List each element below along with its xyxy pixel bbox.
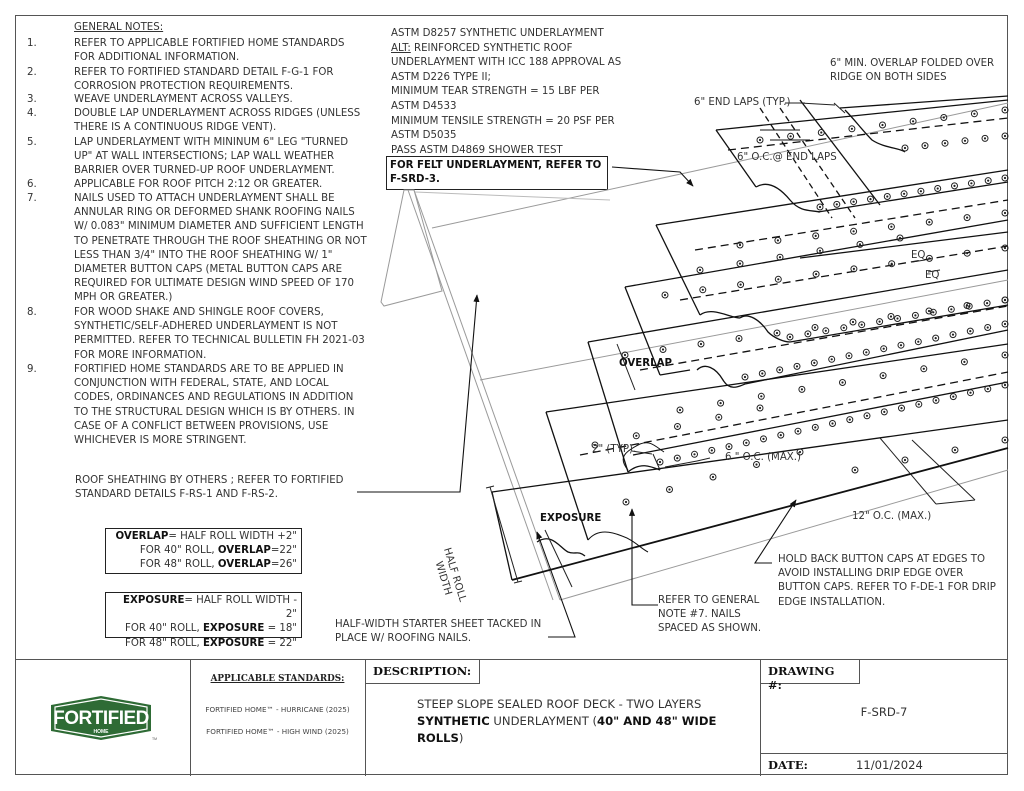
starter-sheet-callout: HALF-WIDTH STARTER SHEET TACKED IN PLACE W/ ROOFING NAILS. [335, 619, 542, 645]
note-text: LAP UNDERLAYMENT WITH MININUM 6" LEG "TURNED UP" AT WALL INTERSECTIONS; LAP WALL WEATHER BARRIER OVER TURNED-UP ROOF UNDERLAYMENT. [74, 137, 349, 177]
standard-item: FORTIFIED HOME™ - HURRICANE (2025) [205, 705, 350, 714]
svg-text:HOME: HOME [93, 729, 109, 735]
title-block [15, 659, 1008, 775]
note-number: 2. [27, 67, 37, 78]
standards-title: APPLICABLE STANDARDS: [210, 674, 345, 684]
roof-sheathing-leader [357, 295, 477, 492]
note-number: 8. [27, 307, 37, 318]
description-label: DESCRIPTION: [365, 660, 480, 684]
spec-line-1: ASTM D8257 SYNTHETIC UNDERLAYMENT [391, 28, 604, 39]
felt-underlayment-note: FOR FELT UNDERLAYMENT, REFER TO F-SRD-3. [386, 156, 608, 190]
note-text: APPLICABLE FOR ROOF PITCH 2:12 OR GREATER. [74, 179, 323, 190]
note-number: 3. [27, 94, 37, 105]
spec-line-3: MINIMUM TEAR STRENGTH = 15 LBF PER ASTM D4533 [391, 86, 600, 112]
spec-leader [612, 167, 693, 186]
ridge-overlap-callout: 6" MIN. OVERLAP FOLDED OVER RIDGE ON BOTH SIDES [830, 58, 995, 84]
note-number: 1. [27, 38, 37, 49]
roof-sheathing-callout: ROOF SHEATHING BY OTHERS ; REFER TO FORTIFIED STANDARD DETAILS F-RS-1 AND F-RS-2. [75, 475, 344, 501]
spec-line-2: ALT: REINFORCED SYNTHETIC ROOF UNDERLAYMENT WITH ICC 188 APPROVAL AS ASTM D226 TYPE II; [391, 42, 622, 83]
roof-frame-lines [381, 103, 1008, 600]
drawing-number: F-SRD-7 [860, 705, 908, 719]
overlap-tag: OVERLAP [619, 358, 672, 369]
end-laps-callout: 6" END LAPS (TYP.) [694, 97, 791, 108]
end-lap-spacing-callout: 6" O.C.@ END LAPS [737, 152, 837, 163]
drawing-number-label: DRAWING #: [760, 660, 860, 684]
fortified-home-logo [45, 693, 157, 743]
description-text: STEEP SLOPE SEALED ROOF DECK - TWO LAYERS SYNTHETIC UNDERLAYMENT (40" AND 48" WIDE ROLLS) [417, 697, 717, 745]
svg-text:TM: TM [152, 737, 157, 741]
drip-edge-callout: HOLD BACK BUTTON CAPS AT EDGES TO AVOID INSTALLING DRIP EDGE OVER BUTTON CAPS. REFER TO F-DE-1 FOR DRIP EDGE INSTALLATION. [778, 554, 996, 608]
alt-label: ALT: [391, 42, 411, 54]
exposure-formula-box: EXPOSURE= HALF ROLL WIDTH - 2" FOR 40" ROLL, EXPOSURE = 18" FOR 48" ROLL, EXPOSURE = 22" [105, 592, 302, 638]
half-roll-width-label: HALF ROLL WIDTH [432, 546, 468, 604]
standards-cell [190, 660, 365, 776]
date-label: DATE: [768, 758, 808, 772]
note-number: 9. [27, 364, 37, 375]
two-inch-typ-callout: 2" (TYP). [592, 444, 637, 455]
spec-line-5: PASS ASTM D4869 SHOWER TEST [391, 144, 563, 156]
date-row [760, 753, 1008, 776]
eq-callout-2: EQ [925, 270, 940, 281]
note-number: 5. [27, 137, 37, 148]
description-cell [365, 660, 760, 776]
note-text: NAILS USED TO ATTACH UNDERLAYMENT SHALL BE ANNULAR RING OR DEFORMED SHANK ROOFING NAILS W/ 0.083" MINIMUM DIAMETER AND SUFFICIENT LENGTH TO PENETRATE THROUGH THE ROOF SHEATHING OR NOT LESS THAN 3/4" INTO THE ROOF SHEATHING W/ 1" DIAMETER BUTTON CAPS (METAL BUTTON CAPS ARE REQUIRED FOR ULTIMATE DESIGN WIND SPEED OF 170 MPH OR GREATER.) [74, 193, 367, 304]
standard-item: FORTIFIED HOME™ - HIGH WIND (2025) [206, 727, 349, 736]
eq-callout-1: EQ [911, 250, 926, 261]
general-notes-title: GENERAL NOTES: [74, 22, 164, 33]
nail-note-callout: REFER TO GENERAL NOTE #7. NAILS SPACED AS SHOWN. [658, 595, 762, 635]
note-text: FOR WOOD SHAKE AND SHINGLE ROOF COVERS, SYNTHETIC/SELF-ADHERED UNDERLAYMENT IS NOT PERMITTED. REFER TO TECHNICAL BULLETIN FH 2021-03 FOR MORE INFORMATION. [74, 307, 365, 361]
note-number: 4. [27, 108, 37, 119]
exposure-tag: EXPOSURE [540, 513, 602, 524]
underlayment-sheets [492, 96, 1008, 580]
six-inch-oc-callout: 6 " O.C. (MAX.) [725, 452, 802, 463]
svg-text:FORTIFIED: FORTIFIED [53, 708, 149, 729]
note-text: REFER TO FORTIFIED STANDARD DETAIL F-G-1 FOR CORROSION PROTECTION REQUIREMENTS. [74, 67, 334, 93]
logo-cell [15, 660, 190, 776]
note-text: DOUBLE LAP UNDERLAYMENT ACROSS RIDGES (UNLESS THERE IS A CONTINUOUS RIDGE VENT). [74, 108, 361, 134]
note-text: REFER TO APPLICABLE FORTIFIED HOME STANDARDS FOR ADDITIONAL INFORMATION. [74, 38, 345, 64]
note-number: 6. [27, 179, 37, 190]
date-value: 11/01/2024 [856, 758, 923, 772]
drawing-number-cell [760, 660, 1008, 776]
note-text: FORTIFIED HOME STANDARDS ARE TO BE APPLIED IN CONJUNCTION WITH FEDERAL, STATE, AND LOCAL CODES, ORDINANCES AND REGULATIONS IN ADDITION TO THE STRUCTURAL DESIGN WHICH IS BY OTHERS. IN CASE OF A CONFLICT BETWEEN PROVISIONS, USE WHICHEVER IS MORE STRINGENT. [74, 364, 355, 447]
spec-line-4: MINIMUM TENSILE STRENGTH = 20 PSF PER ASTM D5035 [391, 115, 615, 142]
overlap-formula-box: OVERLAP= HALF ROLL WIDTH +2" FOR 40" ROLL, OVERLAP=22" FOR 48" ROLL, OVERLAP=26" [105, 528, 302, 574]
note-text: WEAVE UNDERLAYMENT ACROSS VALLEYS. [74, 94, 293, 105]
nail-note-leader [632, 509, 658, 605]
twelve-inch-oc-callout: 12" O.C. (MAX.) [852, 511, 932, 522]
note-number: 7. [27, 193, 37, 204]
